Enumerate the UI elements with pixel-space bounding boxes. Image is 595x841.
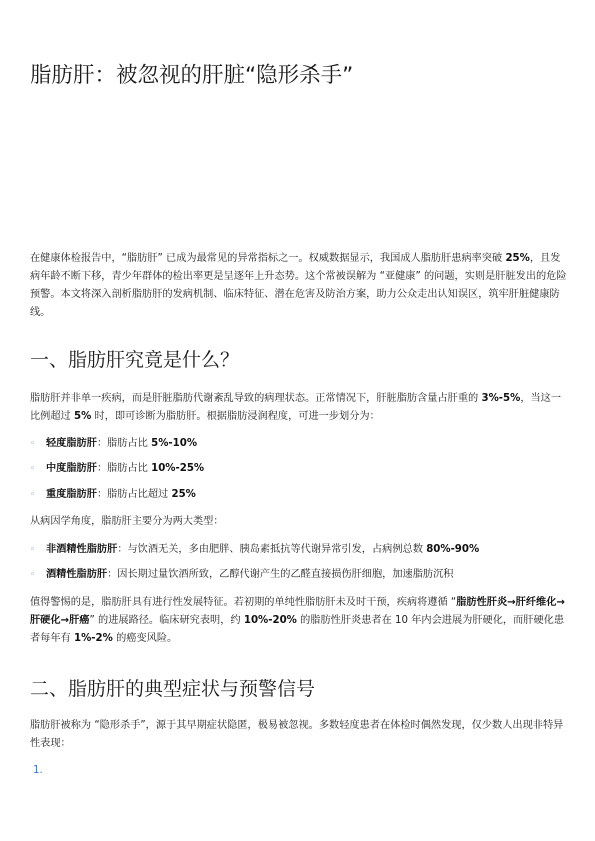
type-label: 非酒精性脂肪肝 bbox=[46, 544, 118, 555]
severity-value: 5%-10% bbox=[151, 438, 198, 449]
severity-text: ：脂肪占比 bbox=[96, 463, 152, 474]
type-list-item bbox=[30, 566, 570, 584]
severity-list-item bbox=[30, 486, 570, 504]
type-value: 80%-90% bbox=[426, 544, 480, 555]
severity-label: 重度脂肪肝 bbox=[46, 489, 97, 500]
intro-text-2: ，且发病年龄不断下移，青少年群体的检出率更是呈逐年上升态势。这个常被误解为 “亚健康” 的问题，实则是肝脏发出的危险预警。本文将深入剖析脂肪肝的发病机制、临床特征、潜在危害及防治方案，助力公众走出认知误区，筑牢肝脏健康防线。 bbox=[30, 253, 567, 318]
section-1-paragraph-1 bbox=[30, 390, 570, 426]
s1p3-text-3: 的脂肪性肝炎患者在 10 年内会进展为肝硬化，而肝硬化患者每年有 bbox=[30, 615, 565, 644]
section-2-heading: 二、脂肪肝的典型症状与预警信号 bbox=[30, 678, 316, 700]
severity-value: 10%-25% bbox=[151, 463, 205, 474]
section-1-paragraph-3 bbox=[30, 594, 570, 648]
s1p1-text-1: 脂肪肝并非单一疾病，而是肝脏脂肪代谢紊乱导致的病理状态。正常情况下，肝脏脂肪含量占肝重的 bbox=[30, 393, 482, 404]
s1p3-bold-2: 10%-20% bbox=[243, 615, 297, 626]
s1p1-bold-1: 3%-5% bbox=[481, 393, 521, 404]
severity-text: ：脂肪占比超过 bbox=[96, 489, 172, 500]
severity-text: ：脂肪占比 bbox=[96, 438, 152, 449]
bullet-circle-icon: ◦ bbox=[30, 464, 36, 474]
s1p3-text-2: ” 的进展路径。临床研究表明，约 bbox=[89, 615, 244, 626]
bullet-circle-icon: ◦ bbox=[30, 490, 36, 500]
bullet-circle-icon: ◦ bbox=[30, 545, 36, 555]
s1p3-bold-3: 1%-2% bbox=[74, 633, 113, 644]
section-1-paragraph-2: 从病因学角度，脂肪肝主要分为两大类型： bbox=[30, 516, 224, 527]
section-1-heading: 一、脂肪肝究竟是什么？ bbox=[30, 349, 240, 371]
type-text: ：因长期过量饮酒所致，乙醇代谢产生的乙醛直接损伤肝细胞，加速脂肪沉积 bbox=[107, 569, 454, 580]
severity-list-item bbox=[30, 460, 570, 478]
type-list-item bbox=[30, 541, 570, 559]
severity-value: 25% bbox=[171, 489, 196, 500]
s1p3-text-4: 的癌变风险。 bbox=[112, 633, 178, 644]
severity-label: 中度脂肪肝 bbox=[46, 463, 97, 474]
type-label: 酒精性脂肪肝 bbox=[46, 569, 108, 580]
s1p3-text-1: 值得警惕的是，脂肪肝具有进行性发展特征。若初期的单纯性脂肪肝未及时干预，疾病将遵循 “ bbox=[30, 597, 457, 608]
s1p1-text-3: 时，即可诊断为脂肪肝。根据脂肪浸润程度，可进一步划分为： bbox=[91, 411, 380, 422]
intro-bold-rate: 25% bbox=[505, 253, 530, 264]
ordered-list-number: 1. bbox=[33, 765, 43, 776]
s1p1-bold-2: 5% bbox=[74, 411, 92, 422]
severity-list-item bbox=[30, 435, 570, 453]
s1p3-bold-1: 脂肪性肝炎→肝纤维化→肝硬化→肝癌 bbox=[30, 597, 565, 626]
bullet-circle-icon: ◦ bbox=[30, 570, 36, 580]
severity-label: 轻度脂肪肝 bbox=[46, 438, 97, 449]
bullet-circle-icon: ◦ bbox=[30, 439, 36, 449]
intro-paragraph bbox=[30, 250, 570, 322]
intro-text-1: 在健康体检报告中，“脂肪肝” 已成为最常见的异常指标之一。权威数据显示，我国成人脂肪肝患病率突破 bbox=[30, 253, 506, 264]
type-text: ：与饮酒无关，多由肥胖、胰岛素抵抗等代谢异常引发，占病例总数 bbox=[117, 544, 427, 555]
section-2-paragraph-1: 脂肪肝被称为 “隐形杀手”，源于其早期症状隐匿，极易被忽视。多数轻度患者在体检时偶然发现，仅少数人出现非特异性表现： bbox=[30, 720, 564, 749]
page-title: 脂肪肝：被忽视的肝脏“隐形杀手” bbox=[30, 63, 354, 88]
s1p1-text-2: ，当这一比例超过 bbox=[30, 393, 562, 422]
